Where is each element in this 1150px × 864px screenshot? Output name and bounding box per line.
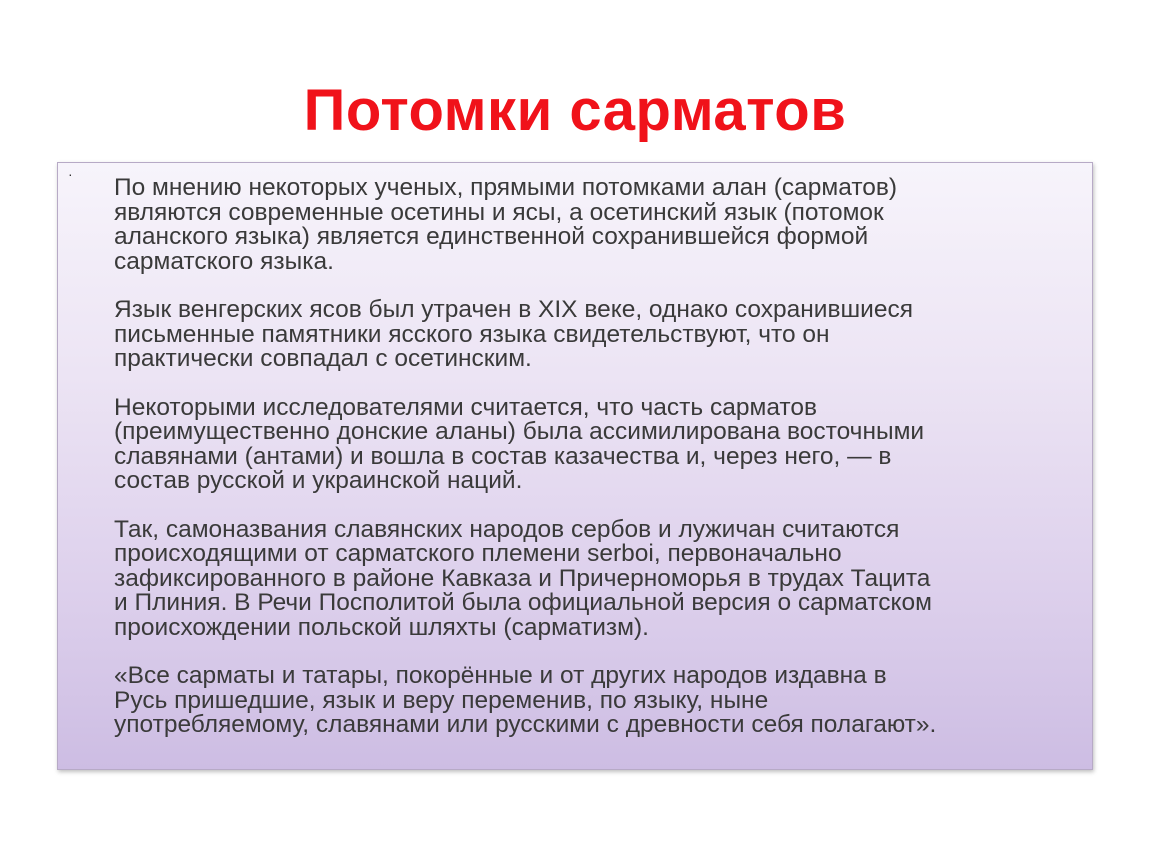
paragraph-2: Язык венгерских ясов был утрачен в XIX веке, однако сохранившиеся письменные памятники ясского языка свидетельствуют, что он практически совпадал с осетинским.	[114, 296, 913, 372]
slide-title: Потомки сарматов	[303, 78, 847, 143]
paragraph-4: Так, самоназвания славянских народов сербов и лужичан считаются происходящими от сарматского племени serboi, первоначально зафиксированного в районе Кавказа и Причерноморья в трудах Тацита и Плиния. В Речи Посполитой была официальной версия о сарматском происхождении польской шляхты (сарматизм).	[114, 515, 932, 641]
paragraph-5-quote: «Все сарматы и татары, покорённые и от других народов издавна в Русь пришедшие, язык и веру переменив, по языку, ныне употребляемому, славянами или русскими с древности себя полагают».	[114, 662, 937, 738]
paragraph-1: По мнению некоторых ученых, прямыми потомками алан (сарматов) являются современные осетины и ясы, а осетинский язык (потомок аланского языка) является единственной сохранившейся формой сарматского языка.	[114, 174, 898, 275]
paragraph-3: Некоторыми исследователями считается, что часть сарматов (преимущественно донские аланы) была ассимилирована восточными славянами (антами) и вошла в состав казачества и, через него, — в состав русской и украинской наций.	[114, 393, 925, 494]
bullet-marker: ·	[68, 166, 73, 182]
text-body	[114, 176, 1084, 762]
